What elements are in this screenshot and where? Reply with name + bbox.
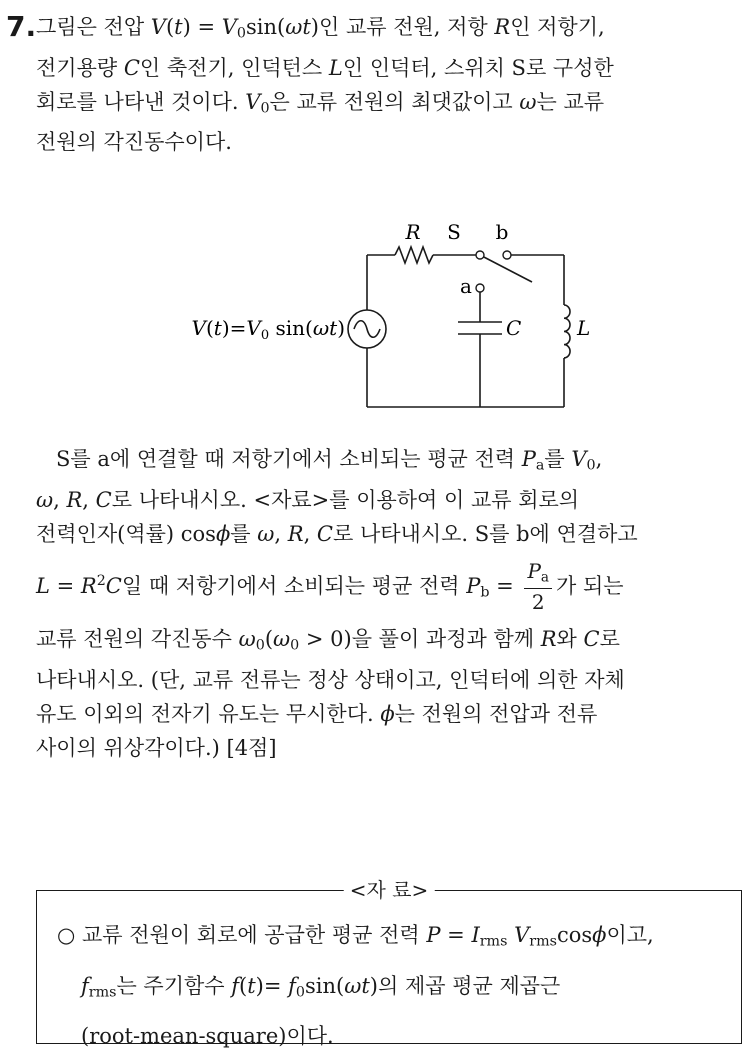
body-line-2: ω, R, C로 나타내시오. <자료>를 이용하여 이 교류 회로의	[36, 487, 580, 512]
reference-title: <자 료>	[344, 878, 435, 902]
terminal-b-label: b	[495, 220, 509, 244]
intro-line-1: 그림은 전압 $V(t) = V_0\sin(\omega t)$인 교류 전원, 저항 R인 저항기,	[36, 15, 605, 42]
resistor-symbol	[395, 247, 433, 263]
reference-line-3: (root-mean-square)이다.	[81, 1024, 334, 1049]
body-line-1: S를 a에 연결할 때 저항기에서 소비되는 평균 전력 $P_a$를 $V_0$,	[56, 447, 603, 474]
resistor-label: R	[405, 220, 421, 244]
body-line-3: 전력인자(역률) cosϕ를 ω, R, C로 나타내시오. S를 b에 연결하고	[36, 521, 638, 546]
body-line-6: 나타내시오. (단, 교류 전류는 정상 상태이고, 인덕터에 의한 자체	[36, 667, 625, 692]
reference-line-2: $f_{rms}$는 주기함수 $f(t)= f_0\sin(\omega t)$의 제곱 평균 제곱근	[81, 973, 561, 1001]
body-line-4: $L = R^2C$일 때 저항기에서 소비되는 평균 전력 $P_b$ = $\frac{P_a}{2}$ 가 되는	[36, 559, 624, 615]
terminal-b	[503, 251, 511, 259]
terminal-a	[476, 284, 484, 292]
reference-box	[36, 878, 742, 1049]
ac-sine-icon	[354, 321, 380, 338]
capacitor-label: C	[506, 316, 522, 340]
body-line-7: 유도 이외의 전자기 유도는 무시한다. ϕ는 전원의 전압과 전류	[36, 701, 598, 726]
terminal-a-label: a	[460, 274, 472, 298]
body-line-5: 교류 전원의 각진동수 $\omega_0(\omega_0 > 0)$을 풀이 과정과 함께 R와 C로	[36, 626, 620, 654]
switch-label: S	[447, 220, 461, 244]
reference-body	[57, 913, 729, 1058]
inductor-label: L	[577, 316, 591, 340]
reference-line-1: ○ 교류 전원이 회로에 공급한 평균 전력 $P = I_{rms}$ $V_{rms}\cos\phi$이고,	[57, 923, 654, 950]
intro-line-2: 전기용량 C인 축전기, 인덕턴스 L인 인덕터, 스위치 S로 구성한	[36, 55, 614, 80]
intro-line-3: 회로를 나타낸 것이다. $V_0$은 교류 전원의 최댓값이고 ω는 교류	[36, 89, 605, 117]
intro-line-4: 전원의 각진동수이다.	[36, 130, 232, 155]
fraction-pa-over-2: $\frac{P_a}{2}$	[524, 561, 552, 612]
inductor-symbol	[564, 305, 570, 358]
switch-pivot-terminal	[476, 251, 484, 259]
question-number: 7.	[6, 10, 37, 43]
question-body	[36, 442, 742, 765]
body-line-8: 사이의 위상각이다.) [4점]	[36, 735, 277, 760]
source-label: $V(t)=V_0$ sin(ωt)	[191, 316, 345, 343]
